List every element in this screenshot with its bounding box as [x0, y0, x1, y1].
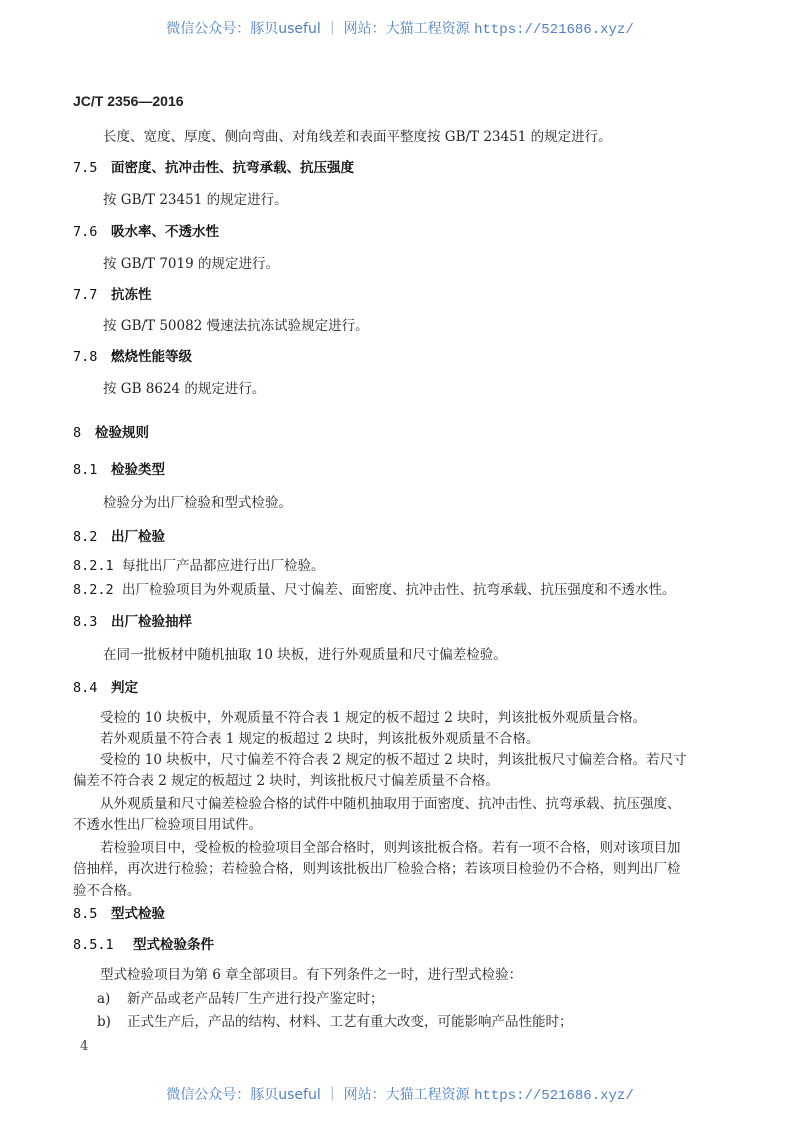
- page-number: 4: [80, 1039, 89, 1054]
- body-text: 偏差不符合表 2 规定的板超过 2 块时，判该批板尺寸偏差质量不合格。: [73, 773, 499, 789]
- clause: [73, 581, 676, 599]
- clause-number: 8.2.1: [73, 558, 114, 574]
- section-number: 8.5: [73, 906, 98, 922]
- clause-text: 出厂检验项目为外观质量、尺寸偏差、面密度、抗冲击性、抗弯承载、抗压强度和不透水性。: [122, 582, 676, 598]
- section-heading: [73, 905, 165, 923]
- section-heading: [73, 528, 165, 546]
- body-text: 不透水性出厂检验项目用试件。: [73, 817, 262, 833]
- body-text: 按 GB 8624 的规定进行。: [103, 381, 266, 397]
- list-item-text: 正式生产后，产品的结构、材料、工艺有重大改变，可能影响产品性能时；: [127, 1014, 573, 1030]
- section-number: 8.1: [73, 462, 98, 478]
- list-marker: b): [97, 1014, 111, 1030]
- section-title: 吸水率、不透水性: [111, 224, 219, 240]
- body-text: 受检的 10 块板中，尺寸偏差不符合表 2 规定的板不超过 2 块时，判该批板尺寸偏差合格。若尺寸: [100, 752, 687, 768]
- body-text: 按 GB/T 50082 慢速法抗冻试验规定进行。: [103, 318, 369, 334]
- section-number: 7.8: [73, 349, 98, 365]
- section-title: 燃烧性能等级: [111, 349, 192, 365]
- body-text: 验不合格。: [73, 883, 141, 899]
- section-heading: [73, 613, 192, 631]
- clause-text: 每批出厂产品都应进行出厂检验。: [122, 558, 325, 574]
- section-number: 7.6: [73, 224, 98, 240]
- body-text: 检验分为出厂检验和型式检验。: [103, 495, 292, 511]
- list-item: [97, 1013, 573, 1031]
- watermark-url: https://521686.xyz/: [474, 1088, 634, 1104]
- watermark-top: [0, 18, 800, 38]
- section-number: 7.7: [73, 287, 98, 303]
- list-item: [97, 990, 384, 1008]
- body-text: 型式检验项目为第 6 章全部项目。有下列条件之一时，进行型式检验：: [100, 967, 523, 983]
- body-text: 按 GB/T 7019 的规定进行。: [103, 256, 279, 272]
- section-title: 出厂检验: [111, 529, 165, 545]
- watermark-text: 微信公众号：豚贝useful ｜ 网站：大猫工程资源: [166, 21, 475, 37]
- section-heading: [73, 424, 149, 442]
- watermark-url: https://521686.xyz/: [474, 22, 634, 38]
- section-number: 8.5.1: [73, 937, 114, 953]
- body-text: 按 GB/T 23451 的规定进行。: [103, 192, 288, 208]
- body-text: 长度、宽度、厚度、侧向弯曲、对角线差和表面平整度按 GB/T 23451 的规定进行。: [103, 129, 612, 145]
- clause: [73, 557, 325, 575]
- body-text: 若外观质量不符合表 1 规定的板超过 2 块时，判该批板外观质量不合格。: [100, 731, 540, 747]
- clause-number: 8.2.2: [73, 582, 114, 598]
- section-number: 8.3: [73, 614, 98, 630]
- section-number: 7.5: [73, 160, 98, 176]
- section-title: 型式检验条件: [133, 937, 214, 953]
- section-heading: [73, 461, 165, 479]
- section-title: 检验规则: [95, 425, 149, 441]
- section-title: 面密度、抗冲击性、抗弯承载、抗压强度: [111, 160, 354, 176]
- section-title: 判定: [111, 680, 138, 696]
- section-title: 型式检验: [111, 906, 165, 922]
- section-number: 8.2: [73, 529, 98, 545]
- section-title: 检验类型: [111, 462, 165, 478]
- body-text: 若检验项目中，受检板的检验项目全部合格时，则判该批板合格。若有一项不合格，则对该项目加: [100, 840, 681, 856]
- section-heading: [73, 348, 192, 366]
- section-number: 8: [73, 425, 82, 441]
- section-heading: [73, 936, 214, 954]
- standard-code: JC/T 2356—2016: [73, 93, 184, 109]
- section-heading: [73, 679, 138, 697]
- section-heading: [73, 159, 354, 177]
- body-text: 倍抽样，再次进行检验；若检验合格，则判该批板出厂检验合格；若该项目检验仍不合格，则判出厂检: [73, 861, 681, 877]
- section-heading: [73, 286, 152, 304]
- section-title: 出厂检验抽样: [111, 614, 192, 630]
- body-text: 从外观质量和尺寸偏差检验合格的试件中随机抽取用于面密度、抗冲击性、抗弯承载、抗压强度、: [100, 796, 681, 812]
- watermark-bottom: [0, 1084, 800, 1104]
- section-heading: [73, 223, 219, 241]
- list-item-text: 新产品或老产品转厂生产进行投产鉴定时；: [127, 991, 384, 1007]
- section-number: 8.4: [73, 680, 98, 696]
- body-text: 在同一批板材中随机抽取 10 块板，进行外观质量和尺寸偏差检验。: [103, 647, 507, 663]
- body-text: 受检的 10 块板中，外观质量不符合表 1 规定的板不超过 2 块时，判该批板外观质量合格。: [100, 710, 647, 726]
- watermark-text: 微信公众号：豚贝useful ｜ 网站：大猫工程资源: [166, 1087, 475, 1103]
- section-title: 抗冻性: [111, 287, 152, 303]
- list-marker: a): [97, 991, 111, 1007]
